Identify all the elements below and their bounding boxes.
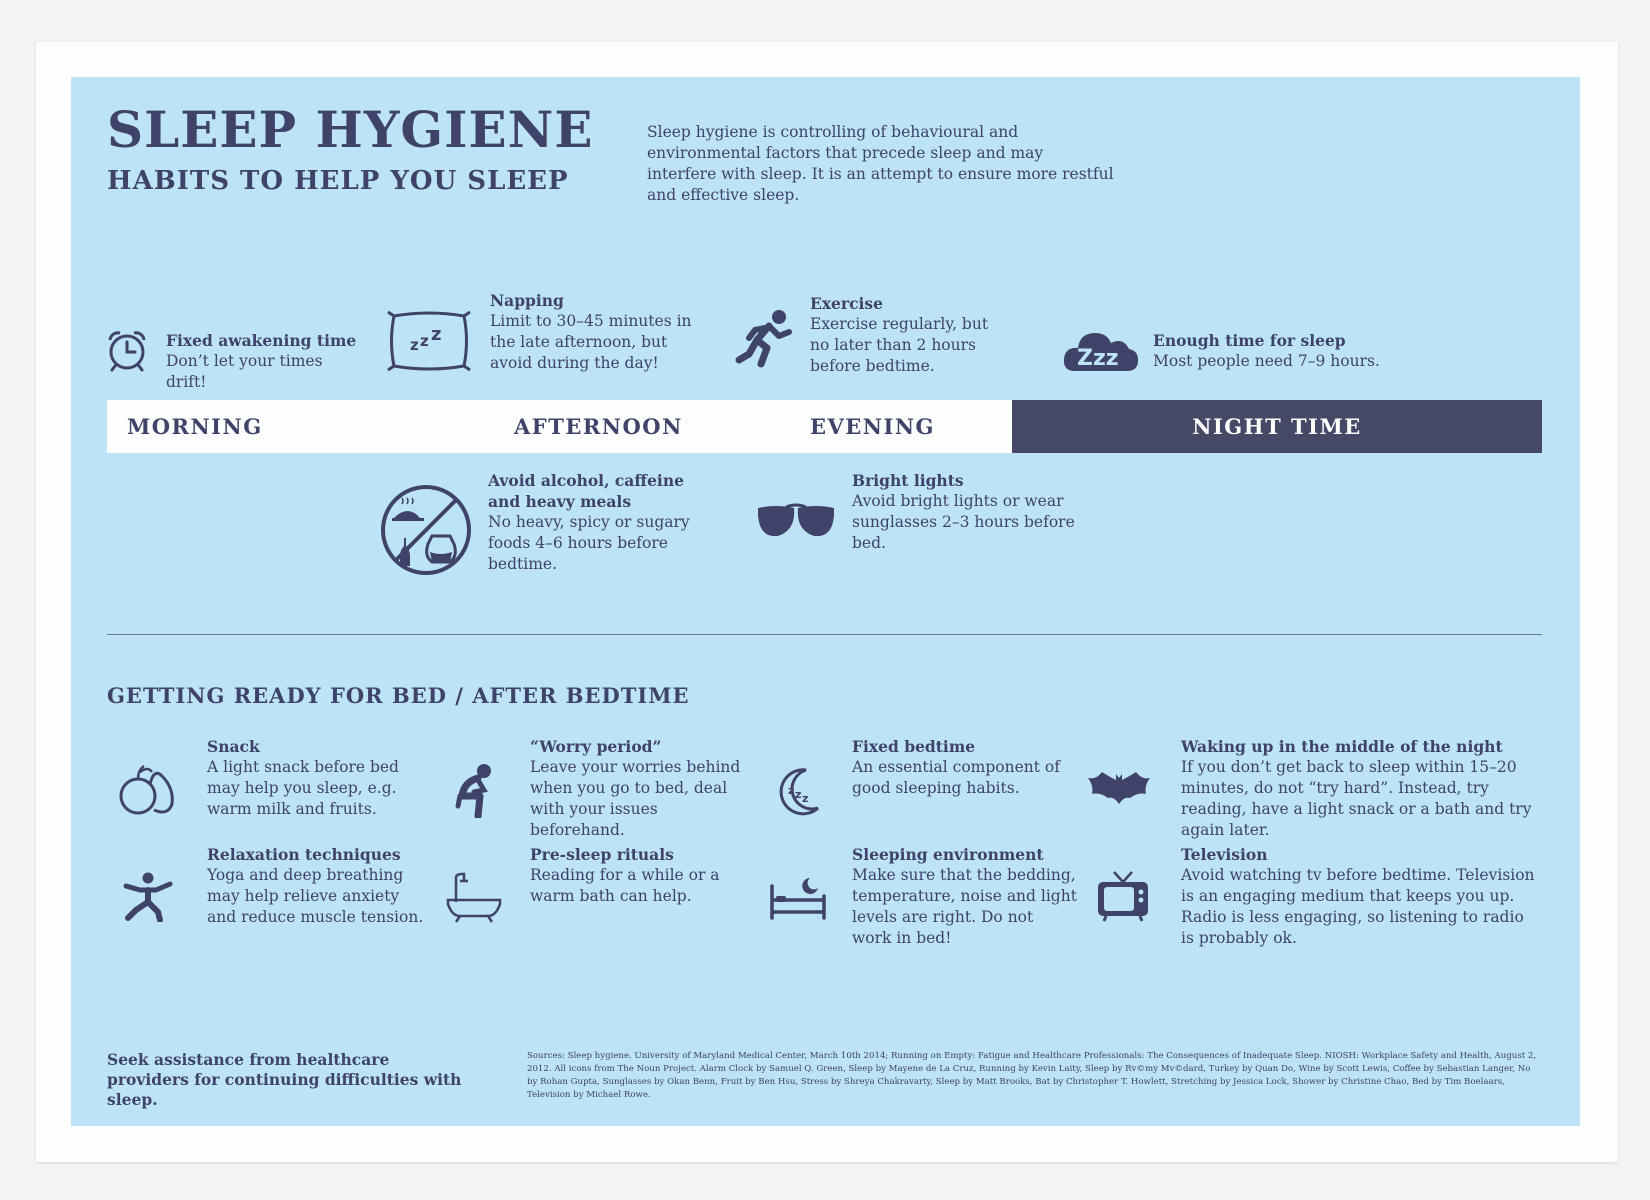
tip-title: Fixed bedtime [852, 737, 976, 756]
tip-relaxation [207, 844, 432, 928]
svg-text:z: z [410, 336, 419, 354]
stress-icon [450, 762, 498, 818]
tip-text: Yoga and deep breathing may help relieve anxiety and reduce muscle tension. [207, 866, 424, 926]
bathtub-icon [446, 872, 502, 924]
tip-text: Reading for a while or a warm bath can help. [530, 866, 720, 905]
tip-title: Napping [490, 291, 564, 310]
no-food-drink-icon [378, 482, 474, 578]
tip-text: A light snack before bed may help you sleep, e.g. warm milk and fruits. [207, 758, 399, 818]
tip-title: Avoid alcohol, caffeine and heavy meals [488, 471, 684, 511]
tip-napping [490, 290, 705, 374]
section-divider [107, 634, 1542, 635]
tip-exercise [810, 293, 1010, 377]
svg-text:z: z [795, 788, 802, 801]
sources-text: Sources: Sleep hygiene. University of Maryland Medical Center, March 10th 2014; Running on Empty: Fatigue and Healthcare Professionals: The Consequences of Inadequate Sleep. NIOSH: Workplace Safety and Health, August 2, 2012. All icons from The Noun Project. Alarm Clock by Samuel Q. Green, Sleep by Mayene de La Cruz, Running by Kevin Laity, Sleep by Rv©my Mv©dard, Turkey by Quan Do, Wine by Scott Lewis, Coffee by Sebastian Langer, No by Rohan Gupta, Sunglasses by Okan Benn, Fruit by Ben Hsu, Stress by Shreya Chakravarty, Sleep by Matt Brooks, Bat by Christopher T. Howlett, Stretching by Jessica Lock, Shower by Christine Chao, Bed by Tim Boelaars, Television by Michael Rowe. [527, 1051, 1537, 1100]
tip-title: Pre-sleep rituals [530, 845, 674, 864]
pillow-icon [386, 308, 472, 374]
svg-text:Zzz: Zzz [1077, 346, 1119, 371]
timeline-morning: MORNING [127, 414, 263, 439]
tip-snack [207, 736, 432, 820]
tip-text: Most people need 7–9 hours. [1153, 352, 1380, 370]
svg-text:z: z [802, 792, 809, 805]
tip-text: If you don’t get back to sleep within 15–20 minutes, do not “try hard”. Instead, try reading, have a light snack or a bath and try again later. [1181, 758, 1532, 839]
sunglasses-icon [756, 502, 836, 542]
sleep-cloud-icon [1063, 325, 1139, 375]
tip-title: Sleeping environment [852, 845, 1044, 864]
tip-television [1181, 844, 1541, 949]
running-icon [735, 308, 793, 372]
tip-text: Make sure that the bedding, temperature, noise and light levels are right. Do not work in bed! [852, 866, 1077, 947]
poster-background [71, 77, 1580, 1126]
tip-fixed-awakening [166, 330, 366, 393]
tip-sleeping-environment [852, 844, 1077, 949]
fruit-icon [118, 762, 176, 816]
tip-avoid-alcohol [488, 470, 718, 575]
tip-fixed-bedtime [852, 736, 1067, 799]
tip-title: Television [1181, 845, 1268, 864]
footer-note: Seek assistance from healthcare providers for continuing difficulties with sleep. [107, 1050, 462, 1109]
tip-title: Enough time for sleep [1153, 331, 1346, 350]
tip-waking-up [1181, 736, 1541, 841]
timeline-afternoon: AFTERNOON [514, 414, 683, 439]
tip-text: Avoid bright lights or wear sunglasses 2–3 hours before bed. [852, 492, 1075, 552]
tip-title: Fixed awakening time [166, 331, 357, 350]
tip-text: An essential component of good sleeping habits. [852, 758, 1060, 797]
bat-icon [1086, 768, 1152, 806]
tip-pre-sleep-rituals [530, 844, 745, 907]
tip-title: Snack [207, 737, 260, 756]
tip-text: Exercise regularly, but no later than 2 hours before bedtime. [810, 315, 989, 375]
tip-bright-lights [852, 470, 1077, 554]
svg-text:z: z [420, 332, 429, 350]
alarm-clock-icon [104, 328, 150, 372]
tip-title: Exercise [810, 294, 883, 313]
tip-text: Leave your worries behind when you go to bed, deal with your issues beforehand. [530, 758, 741, 839]
bed-icon [768, 874, 828, 922]
stretching-icon [122, 872, 174, 922]
tip-enough-sleep [1153, 330, 1413, 372]
section-title: GETTING READY FOR BED / AFTER BEDTIME [107, 683, 690, 708]
timeline-bar [107, 400, 1542, 453]
intro-text: Sleep hygiene is controlling of behavioural and environmental factors that precede sleep and may interfere with sleep. It is an attempt to ensure more restful and effective sleep. [647, 123, 1114, 204]
svg-text:z: z [788, 784, 795, 797]
tip-title: Relaxation techniques [207, 845, 401, 864]
timeline-night: NIGHT TIME [1192, 414, 1362, 439]
tip-worry-period [530, 736, 755, 841]
tip-title: Bright lights [852, 471, 964, 490]
tip-text: Limit to 30–45 minutes in the late afternoon, but avoid during the day! [490, 312, 692, 372]
moon-sleep-icon [776, 766, 822, 816]
timeline-evening: EVENING [810, 414, 935, 439]
tip-title: “Worry period” [530, 737, 662, 756]
tip-text: Avoid watching tv before bedtime. Television is an engaging medium that keeps you up. Radio is less engaging, so listening to radio is probably ok. [1181, 866, 1535, 947]
timeline-night-segment [1012, 400, 1542, 453]
tip-text: No heavy, spicy or sugary foods 4–6 hours before bedtime. [488, 513, 690, 573]
tip-title: Waking up in the middle of the night [1181, 737, 1503, 756]
page-subtitle: HABITS TO HELP YOU SLEEP [107, 166, 569, 196]
television-icon [1096, 870, 1150, 922]
svg-text:z: z [431, 324, 442, 345]
tip-text: Don’t let your times drift! [166, 352, 323, 391]
page-title: SLEEP HYGIENE [107, 100, 594, 159]
